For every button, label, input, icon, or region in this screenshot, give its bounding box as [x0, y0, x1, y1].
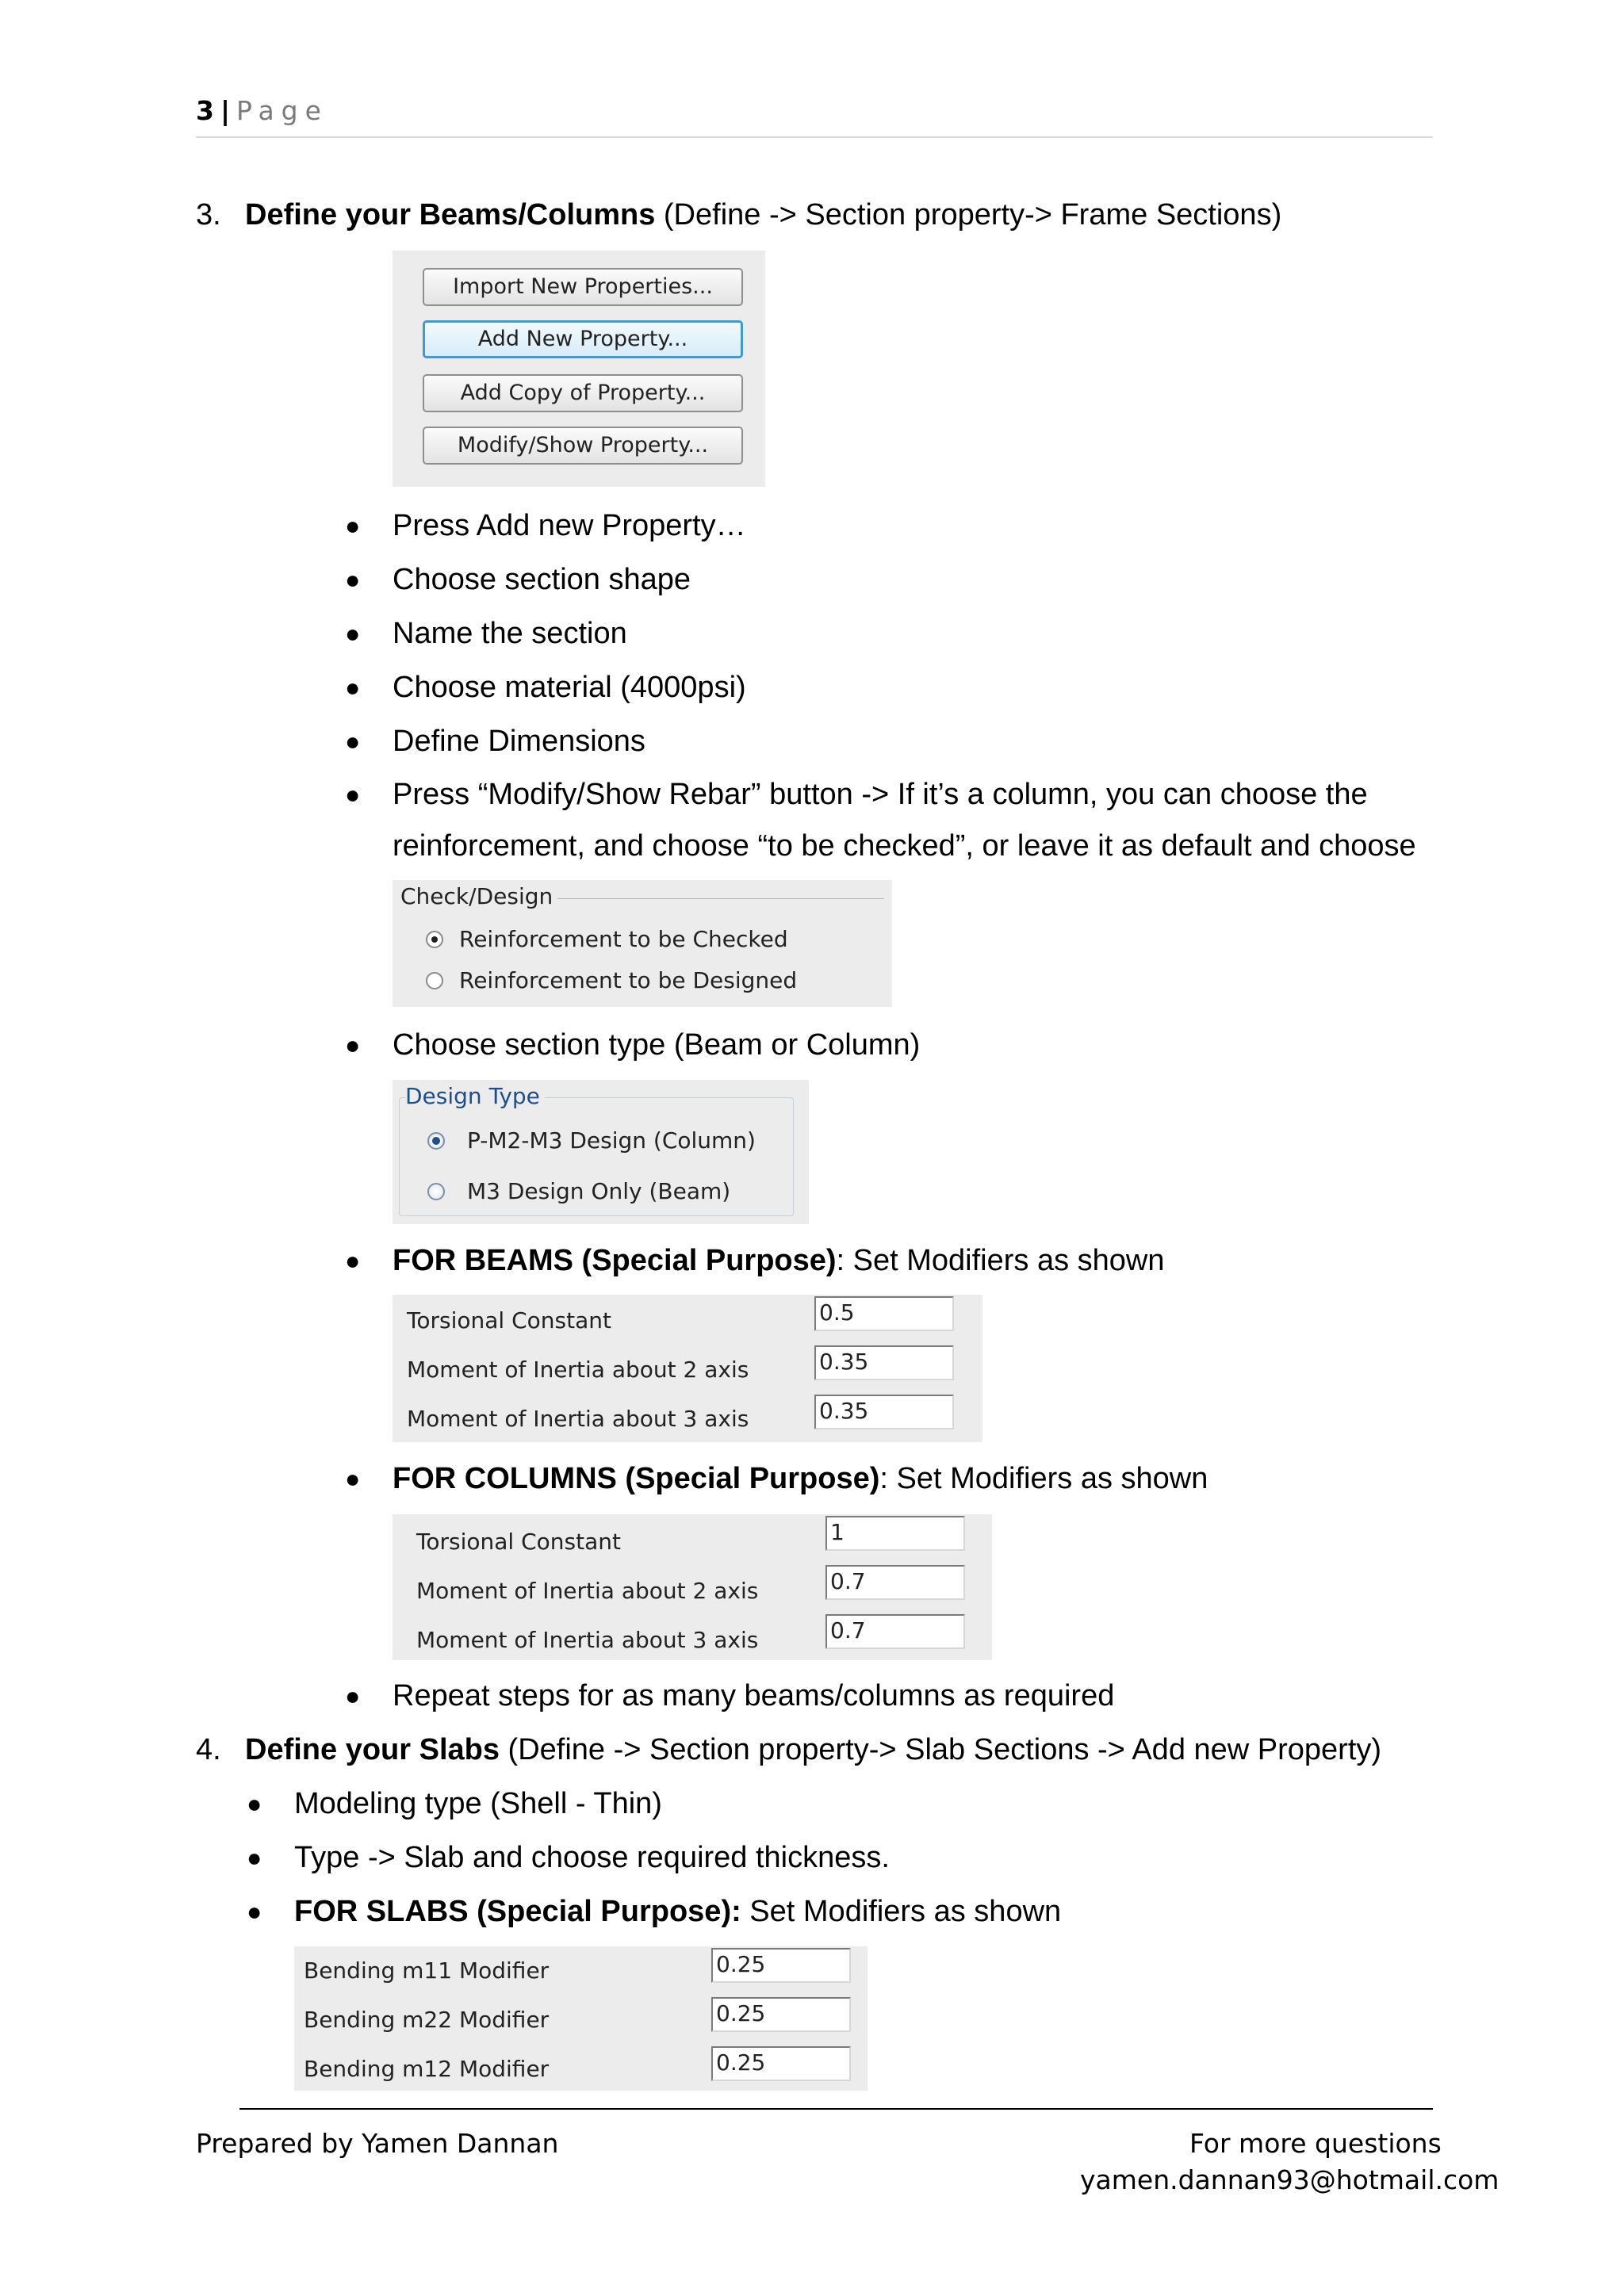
column-torsional-constant-input[interactable]: 1 [825, 1516, 965, 1551]
modifier-label: Bending m12 Modifier [304, 2056, 550, 2082]
page-word: Page [236, 95, 328, 126]
bullet-dot: ● [345, 1682, 361, 1710]
beam-modifiers-panel [393, 1295, 982, 1442]
bullet-dot: ● [345, 565, 361, 594]
modifier-label: Moment of Inertia about 2 axis [416, 1578, 759, 1604]
bullet-dot: ● [345, 727, 361, 756]
list-item: ● Choose section type (Beam or Column) [393, 1025, 920, 1065]
import-new-properties-button[interactable]: Import New Properties... [423, 268, 743, 306]
reinforcement-designed-label: Reinforcement to be Designed [459, 967, 798, 993]
property-buttons-panel [393, 251, 765, 487]
modifier-label: Moment of Inertia about 3 axis [416, 1627, 759, 1653]
modifier-label: Bending m22 Modifier [304, 2007, 550, 2033]
step-3-title: Define your Beams/Columns [245, 198, 656, 232]
bullet-dot: ● [345, 1464, 361, 1493]
slab-m12-input[interactable]: 0.25 [711, 2046, 851, 2081]
step-4-number: 4. [196, 1733, 221, 1766]
slab-m22-input[interactable]: 0.25 [711, 1997, 851, 2032]
header-rule [196, 136, 1433, 138]
modifier-label: Bending m11 Modifier [304, 1957, 550, 1984]
reinforcement-checked-radio[interactable] [426, 931, 443, 948]
design-type-legend: Design Type [405, 1083, 545, 1109]
add-new-property-button[interactable]: Add New Property... [423, 320, 743, 358]
list-item: ● Choose material (4000psi) [393, 668, 746, 707]
design-type-column-radio[interactable] [427, 1132, 445, 1150]
reinforcement-checked-label: Reinforcement to be Checked [459, 926, 788, 952]
check-design-panel [393, 880, 892, 1007]
list-item: ● Name the section [393, 614, 627, 653]
column-inertia-2-input[interactable]: 0.7 [825, 1565, 965, 1600]
list-item: ● Repeat steps for as many beams/columns as required [393, 1676, 1114, 1716]
beam-inertia-2-input[interactable]: 0.35 [814, 1345, 954, 1380]
list-item: ● Modeling type (Shell - Thin) [294, 1784, 662, 1823]
list-item: ● Type -> Slab and choose required thickness. [294, 1838, 890, 1877]
beams-bullet: ● FOR BEAMS (Special Purpose): Set Modifiers as shown [393, 1241, 1165, 1280]
list-item: ● Choose section shape [393, 560, 691, 599]
modify-show-property-button[interactable]: Modify/Show Property... [423, 427, 743, 465]
bullet-dot: ● [247, 1789, 262, 1818]
bullet-dot: ● [345, 511, 361, 540]
bullet-dot: ● [247, 1897, 262, 1926]
modifier-label: Torsional Constant [407, 1307, 611, 1334]
columns-bullet: ● FOR COLUMNS (Special Purpose): Set Modifiers as shown [393, 1459, 1208, 1498]
design-type-panel [393, 1080, 809, 1224]
modifier-label: Moment of Inertia about 3 axis [407, 1406, 749, 1432]
bullet-dot: ● [345, 619, 361, 648]
rebar-bullet-continuation: reinforcement, and choose “to be checked”, or leave it as default and choose [393, 829, 1416, 863]
bullet-dot: ● [345, 1246, 361, 1275]
bullet-dot: ● [345, 673, 361, 702]
step-4-title: Define your Slabs [245, 1733, 500, 1766]
column-inertia-3-input[interactable]: 0.7 [825, 1614, 965, 1649]
slabs-bullet: ● FOR SLABS (Special Purpose): Set Modifiers as shown [294, 1892, 1061, 1931]
bullet-dot: ● [345, 780, 361, 809]
page-header [196, 95, 328, 126]
footer-author: Prepared by Yamen Dannan [196, 2128, 559, 2159]
header-separator: | [220, 95, 232, 126]
check-design-legend: Check/Design [400, 883, 557, 909]
slab-m11-input[interactable]: 0.25 [711, 1948, 851, 1983]
design-type-beam-label: M3 Design Only (Beam) [467, 1178, 731, 1204]
column-modifiers-panel [393, 1514, 992, 1660]
modifier-label: Moment of Inertia about 2 axis [407, 1357, 749, 1383]
step-3-heading [196, 195, 1281, 235]
step-3-number: 3. [196, 198, 221, 232]
beam-inertia-3-input[interactable]: 0.35 [814, 1395, 954, 1429]
footer-questions: For more questions [1189, 2128, 1442, 2159]
design-type-column-label: P-M2-M3 Design (Column) [467, 1127, 756, 1154]
step-3-path: (Define -> Section property-> Frame Sections) [655, 198, 1282, 232]
footer-rule [239, 2108, 1433, 2110]
step-4-heading [196, 1730, 1381, 1770]
footer-email[interactable]: yamen.dannan93@hotmail.com [1080, 2164, 1500, 2195]
modifier-label: Torsional Constant [416, 1529, 621, 1555]
step-4-path: (Define -> Section property-> Slab Sections -> Add new Property) [499, 1733, 1382, 1766]
rebar-bullet: ● Press “Modify/Show Rebar” button -> If it’s a column, you can choose the [393, 775, 1368, 814]
list-item: ● Define Dimensions [393, 721, 645, 761]
bullet-dot: ● [345, 1031, 361, 1059]
reinforcement-designed-radio[interactable] [426, 972, 443, 989]
page-number: 3 [196, 95, 216, 126]
add-copy-of-property-button[interactable]: Add Copy of Property... [423, 374, 743, 412]
list-item: ● Press Add new Property… [393, 506, 746, 545]
beam-torsional-constant-input[interactable]: 0.5 [814, 1296, 954, 1331]
design-type-beam-radio[interactable] [427, 1183, 445, 1200]
slab-modifiers-panel [294, 1946, 868, 2091]
bullet-dot: ● [247, 1843, 262, 1872]
